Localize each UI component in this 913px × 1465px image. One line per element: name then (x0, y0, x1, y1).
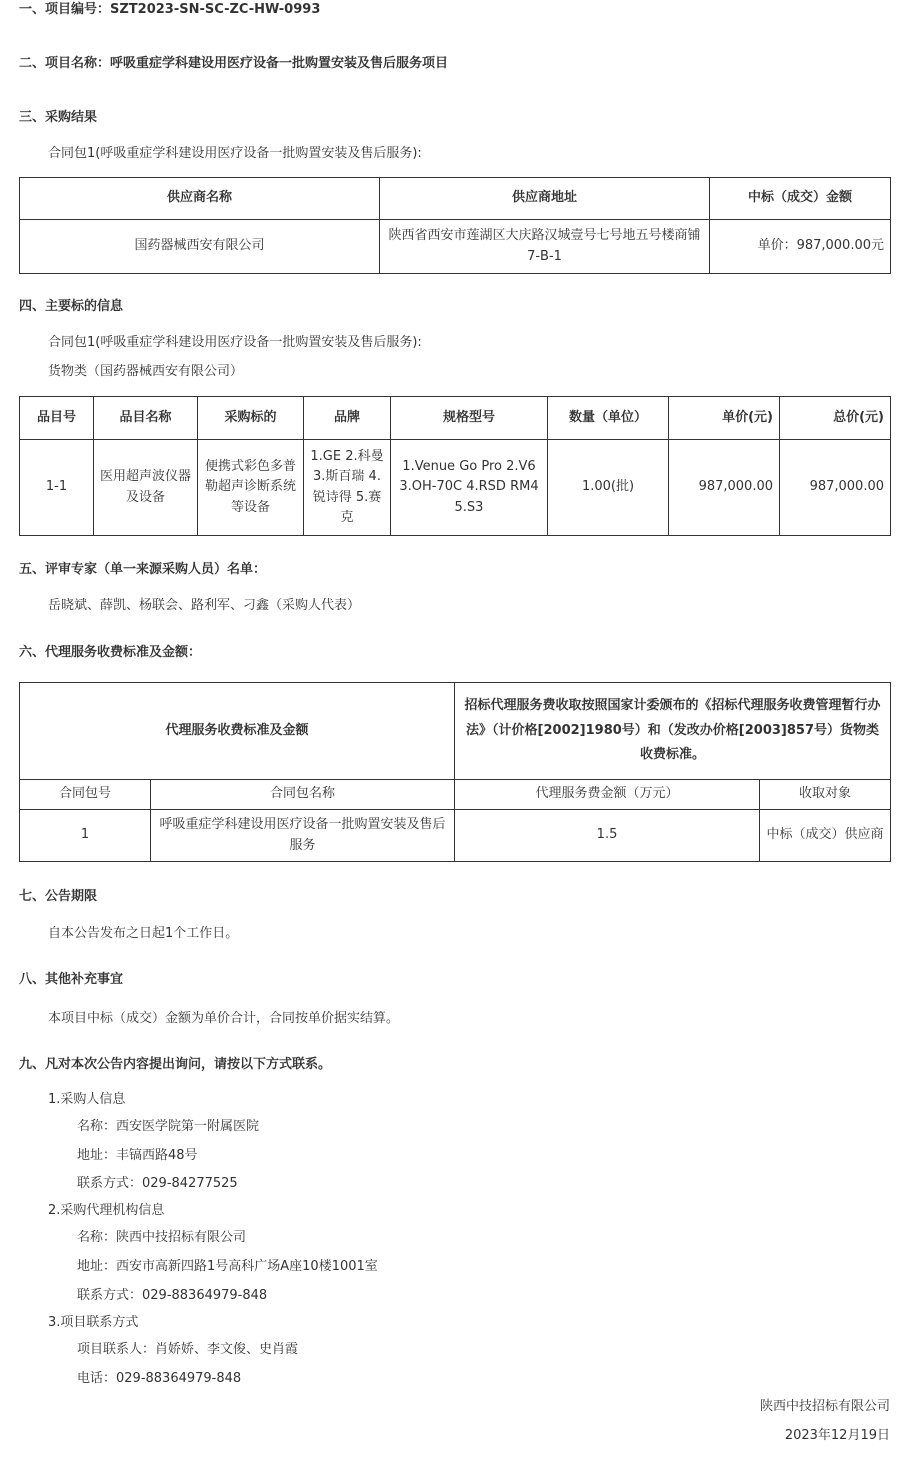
amount-cell: 单价：987,000.00元 (710, 220, 891, 274)
agent-info-title: 2.采购代理机构信息 (48, 1203, 165, 1218)
col-header-package-name: 合同包名称 (151, 780, 455, 810)
supplementary-heading: 八、其他补充事宜 (19, 972, 124, 987)
agency-fee-table (19, 682, 891, 862)
package-name-cell: 呼吸重症学科建设用医疗设备一批购置安装及售后服务 (151, 810, 455, 862)
col-header-unit-price: 单价(元) (669, 397, 780, 440)
col-header-total-price: 总价(元) (780, 397, 891, 440)
project-name-value: 呼吸重症学科建设用医疗设备一批购置安装及售后服务项目 (110, 56, 449, 71)
buyer-phone: 联系方式：029-84277525 (77, 1176, 238, 1191)
col-header-item-name: 品目名称 (94, 397, 198, 440)
experts-heading: 五、评审专家（单一来源采购人员）名单： (19, 562, 267, 577)
contact-heading: 九、凡对本次公告内容提出询问，请按以下方式联系。 (19, 1057, 332, 1072)
col-header-brand: 品牌 (304, 397, 391, 440)
notice-period-text: 自本公告发布之日起1个工作日。 (48, 926, 239, 941)
col-header-target: 采购标的 (198, 397, 304, 440)
procurement-result-heading: 三、采购结果 (19, 110, 98, 125)
unit-price-cell: 987,000.00 (669, 440, 780, 536)
experts-list: 岳晓斌、薛凯、杨联会、路利军、刁鑫（采购人代表） (48, 598, 361, 613)
project-phone: 电话：029-88364979-848 (77, 1371, 242, 1386)
table-header-row (20, 178, 891, 220)
col-header-item-no: 品目号 (20, 397, 94, 440)
project-name-label: 二、项目名称： (19, 56, 111, 71)
table-header-row (20, 397, 891, 440)
table-row (20, 810, 891, 862)
project-contacts: 项目联系人：肖娇娇、李文俊、史肖霞 (77, 1342, 299, 1357)
item-no-cell: 1-1 (20, 440, 94, 536)
col-header-amount: 中标（成交）金额 (710, 178, 891, 220)
main-subject-heading: 四、主要标的信息 (19, 299, 124, 314)
supplier-address-cell: 陕西省西安市莲湖区大庆路汉城壹号七号地五号楼商铺7-B-1 (380, 220, 710, 274)
package-label-2: 合同包1(呼吸重症学科建设用医疗设备一批购置安装及售后服务): (48, 335, 422, 350)
table-row (20, 683, 891, 780)
table-row (20, 220, 891, 274)
col-header-package-no: 合同包号 (20, 780, 151, 810)
buyer-name: 名称：西安医学院第一附属医院 (77, 1119, 260, 1134)
col-header-fee-target: 收取对象 (760, 780, 891, 810)
col-header-quantity: 数量（单位） (548, 397, 669, 440)
project-name-heading (19, 55, 448, 74)
project-contact-title: 3.项目联系方式 (48, 1315, 139, 1330)
footer-organization: 陕西中技招标有限公司 (759, 1399, 890, 1414)
col-header-supplier-name: 供应商名称 (20, 178, 380, 220)
table-row (20, 440, 891, 536)
item-name-cell: 医用超声波仪器及设备 (94, 440, 198, 536)
supplementary-text: 本项目中标（成交）金额为单价合计，合同按单价据实结算。 (48, 1011, 400, 1026)
project-number-value: SZT2023-SN-SC-ZC-HW-0993 (110, 2, 321, 17)
target-cell: 便携式彩色多普勒超声诊断系统等设备 (198, 440, 304, 536)
supplier-name-cell: 国药器械西安有限公司 (20, 220, 380, 274)
package-label-1: 合同包1(呼吸重症学科建设用医疗设备一批购置安装及售后服务): (48, 146, 422, 161)
main-subject-table (19, 396, 891, 536)
package-no-cell: 1 (20, 810, 151, 862)
col-header-fee-amount: 代理服务费金额（万元） (455, 780, 760, 810)
table-header-row (20, 780, 891, 810)
project-number-heading (19, 1, 320, 20)
col-header-supplier-address: 供应商地址 (380, 178, 710, 220)
fee-standard-text-cell: 招标代理服务费收取按照国家计委颁布的《招标代理服务收费管理暂行办法》（计价格[2002]1980号）和（发改办价格[2003]857号）货物类收费标准。 (455, 683, 891, 780)
col-header-spec: 规格型号 (391, 397, 548, 440)
buyer-address: 地址：丰镐西路48号 (77, 1148, 198, 1163)
fee-target-cell: 中标（成交）供应商 (760, 810, 891, 862)
agency-fee-heading: 六、代理服务收费标准及金额： (19, 645, 202, 660)
footer-date: 2023年12月19日 (784, 1428, 890, 1443)
total-price-cell: 987,000.00 (780, 440, 891, 536)
fee-amount-cell: 1.5 (455, 810, 760, 862)
agent-address: 地址：西安市高新四路1号高科广场A座10楼1001室 (77, 1259, 378, 1274)
procurement-result-table (19, 177, 891, 274)
project-number-label: 一、项目编号： (19, 2, 111, 17)
agent-name: 名称：陕西中技招标有限公司 (77, 1230, 247, 1245)
agent-phone: 联系方式：029-88364979-848 (77, 1288, 268, 1303)
fee-standard-label-cell: 代理服务收费标准及金额 (20, 683, 455, 780)
notice-period-heading: 七、公告期限 (19, 889, 98, 904)
goods-category: 货物类（国药器械西安有限公司） (48, 364, 244, 379)
buyer-info-title: 1.采购人信息 (48, 1092, 126, 1107)
spec-cell: 1.Venue Go Pro 2.V6 3.OH-70C 4.RSD RM4 5.S3 (391, 440, 548, 536)
brand-cell: 1.GE 2.科曼 3.斯百瑞 4.锐诗得 5.赛克 (304, 440, 391, 536)
quantity-cell: 1.00(批) (548, 440, 669, 536)
